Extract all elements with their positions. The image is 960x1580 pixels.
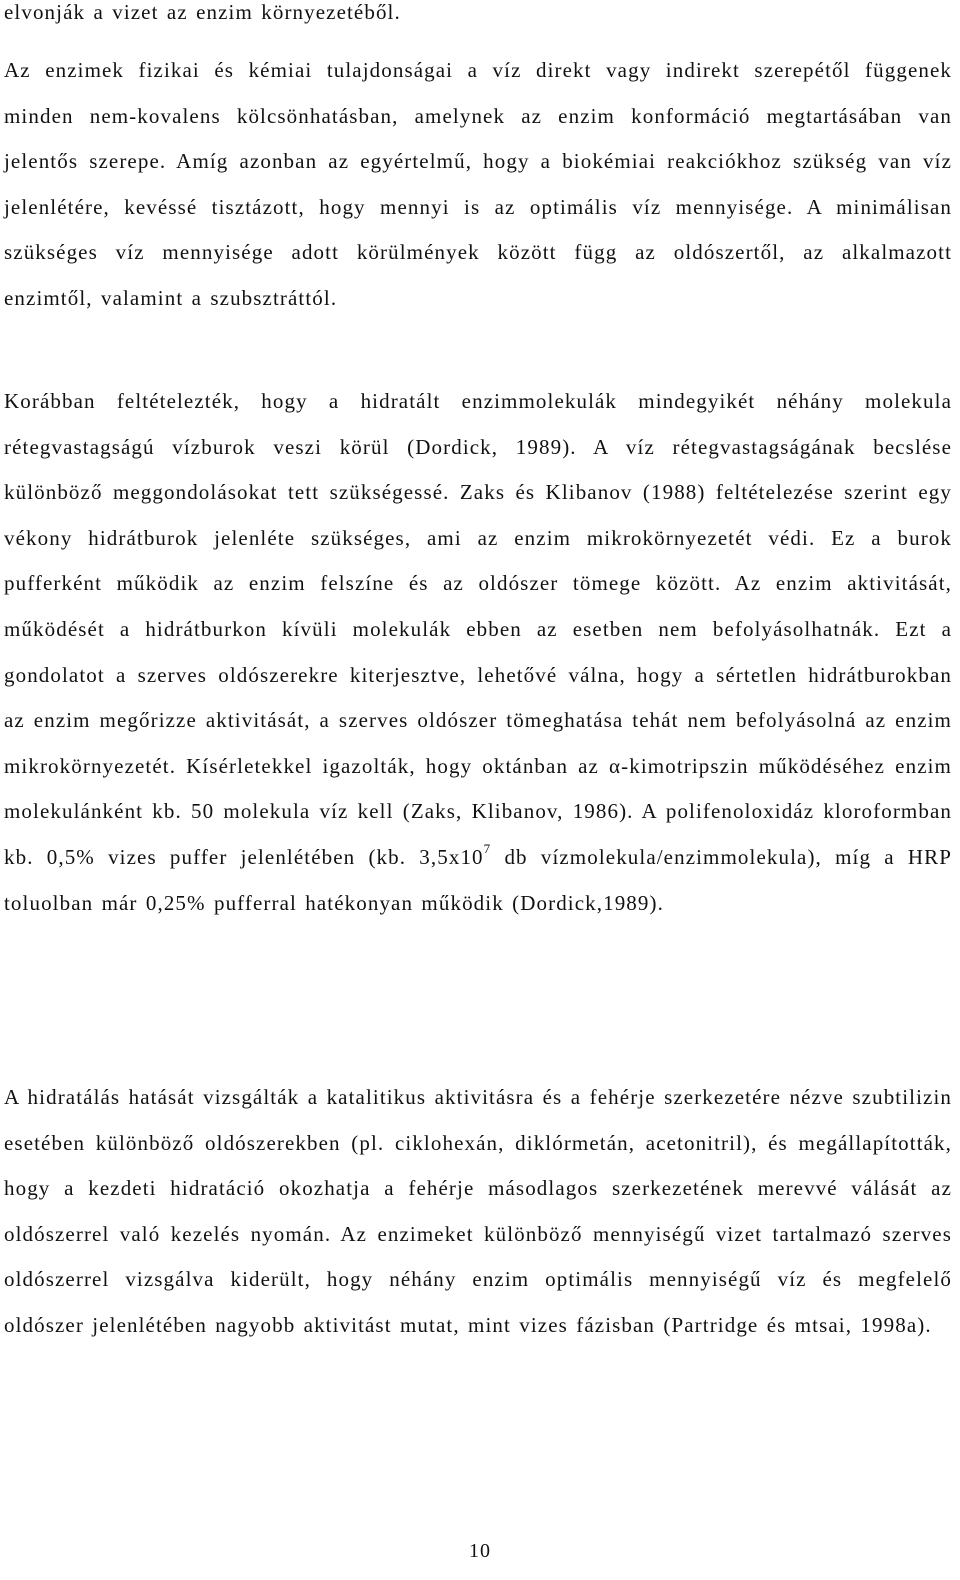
paragraph-water-role: Az enzimek fizikai és kémiai tulajdonságai a víz direkt vagy indirekt szerepétől függenek minden nem-kovalens kölcsönhatásban, amelynek az enzim konformáció megtartásában van jelentős szerepe. Amíg azonban az egyértelmű, hogy a biokémiai reakciókhoz szükség van víz jelenlétére, kevéssé tisztázott, hogy mennyi is az optimális víz mennyisége. A minimálisan szükséges víz mennyisége adott körülmények között függ az oldószertől, az alkalmazott enzimtől, valamint a szubsztráttól. [4, 58, 952, 310]
paragraph-hydration-effect: A hidratálás hatását vizsgálták a katalitikus aktivitásra és a fehérje szerkezetére nézve szubtilizin esetében különböző oldószerekben (pl. ciklohexán, diklórmetán, acetonitril), és megállapították, hogy a kezdeti hidratáció okozhatja a fehérje másodlagos szerkezetének merevvé válását az oldószerrel való kezelés nyomán. Az enzimeket különböző mennyiségű vizet tartalmazó szerves oldószerrel vizsgálva kiderült, hogy néhány enzim optimális mennyiségű víz és megfelelő oldószer jelenlétében nagyobb aktivitást mutat, mint vizes fázisban (Partridge és mtsai, 1998a). [4, 1085, 952, 1337]
paragraph-text-before-superscript: Korábban feltételezték, hogy a hidratált enzimmolekulák mindegyikét néhány molekula rétegvastagságú vízburok veszi körül (Dordick, 1989). A víz rétegvastagságának becslése különböző meggondolásokat tett szükségessé. Zaks és Klibanov (1988) feltételezése szerint egy vékony hidrátburok jelenléte szükséges, ami az enzim mikrokörnyezetét védi. Ez a burok pufferként működik az enzim felszíne és az oldószer tömege között. Az enzim aktivitását, működését a hidrátburkon kívüli molekulák ebben az esetben nem befolyásolhatnák. Ezt a gondolatot a szerves oldószerekre kiterjesztve, lehetővé válna, hogy a sértetlen hidrátburokban az enzim megőrizze aktivitását, a szerves oldószer tömeghatása tehát nem befolyásolná az enzim mikrokörnyezetét. Kísérletekkel igazolták, hogy oktánban az α-kimotripszin működéséhez enzim molekulánként kb. 50 molekula víz kell (Zaks, Klibanov, 1986). A polifenoloxidáz kloroformban kb. 0,5% vizes puffer jelenlétében (kb. 3,5x10 [4, 389, 952, 869]
paragraph-text-after-superscript: db vízmolekula/enzimmolekula), míg a HRP toluolban már 0,25% pufferral hatékonyan működik (Dordick,1989). [4, 844, 952, 915]
paragraph-hydration-shell [4, 379, 952, 926]
page-number: 10 [469, 1540, 491, 1562]
exponent-superscript: 7 [483, 840, 492, 856]
paragraph-continuation: elvonják a vizet az enzim környezetéből. [4, 0, 401, 24]
